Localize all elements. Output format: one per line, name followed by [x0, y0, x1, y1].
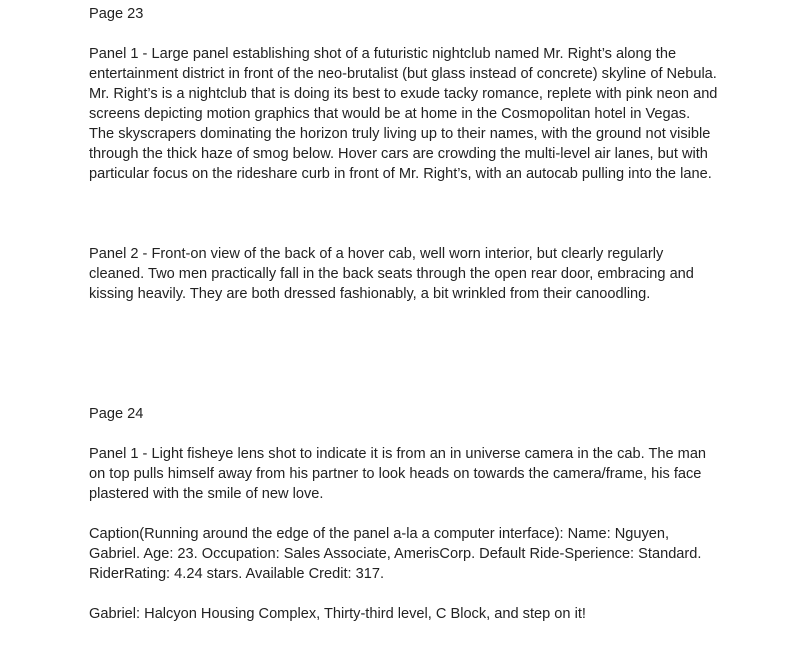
spacer — [89, 304, 719, 404]
page-23-panel-2: Panel 2 - Front-on view of the back of a hover cab, well worn interior, but clearly regularly cleaned. Two men practically fall in the back seats through the open rear door, embracing and kissing heavily. They are both dressed fashionably, a bit wrinkled from their canoodling. — [89, 246, 694, 302]
spacer — [89, 504, 719, 524]
spacer — [89, 184, 719, 244]
page-23-heading: Page 23 — [89, 6, 144, 22]
page-24-dialogue: Gabriel: Halcyon Housing Complex, Thirty-third level, C Block, and step on it! — [89, 606, 586, 622]
spacer — [89, 584, 719, 604]
page-24-caption: Caption(Running around the edge of the panel a-la a computer interface): Name: Nguyen, Gabriel. Age: 23. Occupation: Sales Associate, AmerisCorp. Default Ride-Sperience: Standard. RiderRating: 4.24 stars. Available Credit: 317. — [89, 526, 702, 582]
page-24-panel-1: Panel 1 - Light fisheye lens shot to indicate it is from an in universe camera in the cab. The man on top pulls himself away from his partner to look heads on towards the camera/frame, his face plastered with the smile of new love. — [89, 446, 707, 502]
spacer — [89, 424, 719, 444]
document-body — [89, 4, 719, 624]
spacer — [89, 24, 719, 44]
page-23-panel-1: Panel 1 - Large panel establishing shot of a futuristic nightclub named Mr. Right’s along the entertainment district in front of the neo-brutalist (but glass instead of concrete) skyline of Nebula. Mr. Right’s is a nightclub that is doing its best to exude tacky romance, replete with pink neon and screens depicting motion graphics that would be at home in the Cosmopolitan hotel in Vegas. The skyscrapers dominating the horizon truly living up to their names, with the ground not visible through the thick haze of smog below. Hover cars are crowding the multi-level air lanes, but with particular focus on the rideshare curb in front of Mr. Right’s, with an autocab pulling into the lane. — [89, 46, 718, 182]
page-24-heading: Page 24 — [89, 406, 144, 422]
